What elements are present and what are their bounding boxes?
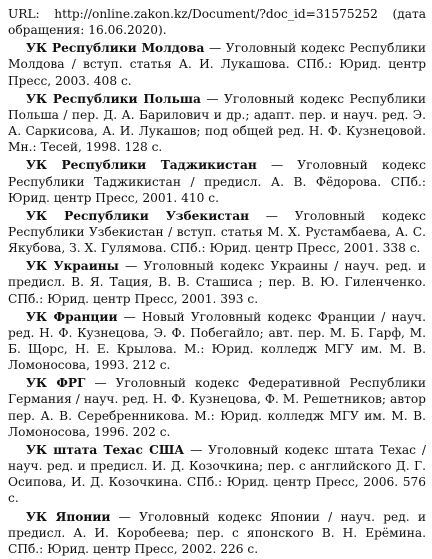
entry-text: — Уголовный кодекс Республики Узбекистан / вступ. статья М. Х. Рустамбаева, А. С. Якубова, З. Х. Гулямова. СПб.: Юрид. центр Пресс, 2001. 338 с. <box>8 208 426 256</box>
entry-title: УК Франции <box>26 309 118 324</box>
entry-title: УК Украины <box>26 259 119 274</box>
bibliography-entry-url <box>8 6 426 38</box>
bibliography-entry-japan <box>8 509 426 557</box>
entry-text: — Уголовный кодекс Украины / науч. ред. и предисл. В. Я. Тация, В. В. Сташиса ; пер. В. Ю. Гиленченко. СПб.: Юрид. центр Пресс, 2001. 393 с. <box>8 259 426 306</box>
bibliography-page <box>8 6 426 559</box>
entry-title: УК Японии <box>26 509 111 524</box>
bibliography-entry-uzbekistan <box>8 208 426 256</box>
bibliography-entry-frg <box>8 375 426 439</box>
bibliography-entry-tajikistan <box>8 157 426 205</box>
bibliography-entry-texas <box>8 442 426 506</box>
entry-text: — Уголовный кодекс штата Техас / науч. ред. и предисл. И. Д. Козочкина; пер. с английского Д. Г. Осипова, И. Д. Козочкина. СПб.: Юрид. центр Пресс, 2006. 576 с. <box>8 442 426 506</box>
bibliography-entry-ukraine <box>8 258 426 306</box>
entry-text: — Уголовный кодекс Республики Таджикистан / предисл. А. В. Фёдорова. СПб.: Юрид. центр Пресс, 2001. 410 с. <box>8 158 426 205</box>
entry-title: УК Республики Узбекистан <box>26 208 250 223</box>
entry-text: — Уголовный кодекс Федеративной Республики Германия / науч. ред. Н. Ф. Кузнецова, Ф. М. Решетников; автор пер. А. В. Серебренникова. М.: Юрид. колледж МГУ им. М. В. Ломоносова, 1996. 202 с. <box>8 376 426 439</box>
bibliography-entry-poland <box>8 91 426 155</box>
entry-text: — Уголовный кодекс Республики Молдова / вступ. статья А. И. Лукашова. СПб.: Юрид. центр Пресс, 2003. 408 с. <box>8 41 426 88</box>
entry-text: URL: http://online.zakon.kz/Document/?doc_id=31575252 (дата обращения: 16.06.2020). <box>8 7 426 38</box>
bibliography-entry-moldova <box>8 40 426 88</box>
entry-text: — Новый Уголовный кодекс Франции / науч. ред. Н. Ф. Кузнецова, Э. Ф. Побегайло; авт. пер. М. Б. Гарф, М. Б. Щорс, Н. Е. Крылова. М.: Юрид. колледж МГУ им. М. В. Ломоносова, 1993. 212 с. <box>8 309 426 373</box>
entry-title: УК Республики Польша <box>26 91 201 106</box>
entry-title: УК Республики Таджикистан <box>26 158 257 173</box>
entry-text: — Уголовный кодекс Республики Польша / пер. Д. А. Барилович и др.; адапт. пер. и науч. ред. Э. А. Саркисова, А. И. Лукашов; под общей ред. Н. Ф. Кузнецовой. Мн.: Тесей, 1998. 128 с. <box>8 91 426 155</box>
entry-title: УК штата Техас США <box>26 442 185 457</box>
entry-title: УК ФРГ <box>26 376 86 391</box>
bibliography-entry-france <box>8 309 426 373</box>
entry-title: УК Республики Молдова <box>26 41 205 56</box>
entry-text: — Уголовный кодекс Японии / науч. ред. и предисл. А. И. Коробеева; пер. с японского В. Н. Ерёмина. СПб.: Юрид. центр Пресс, 2002. 226 с. <box>8 509 426 556</box>
